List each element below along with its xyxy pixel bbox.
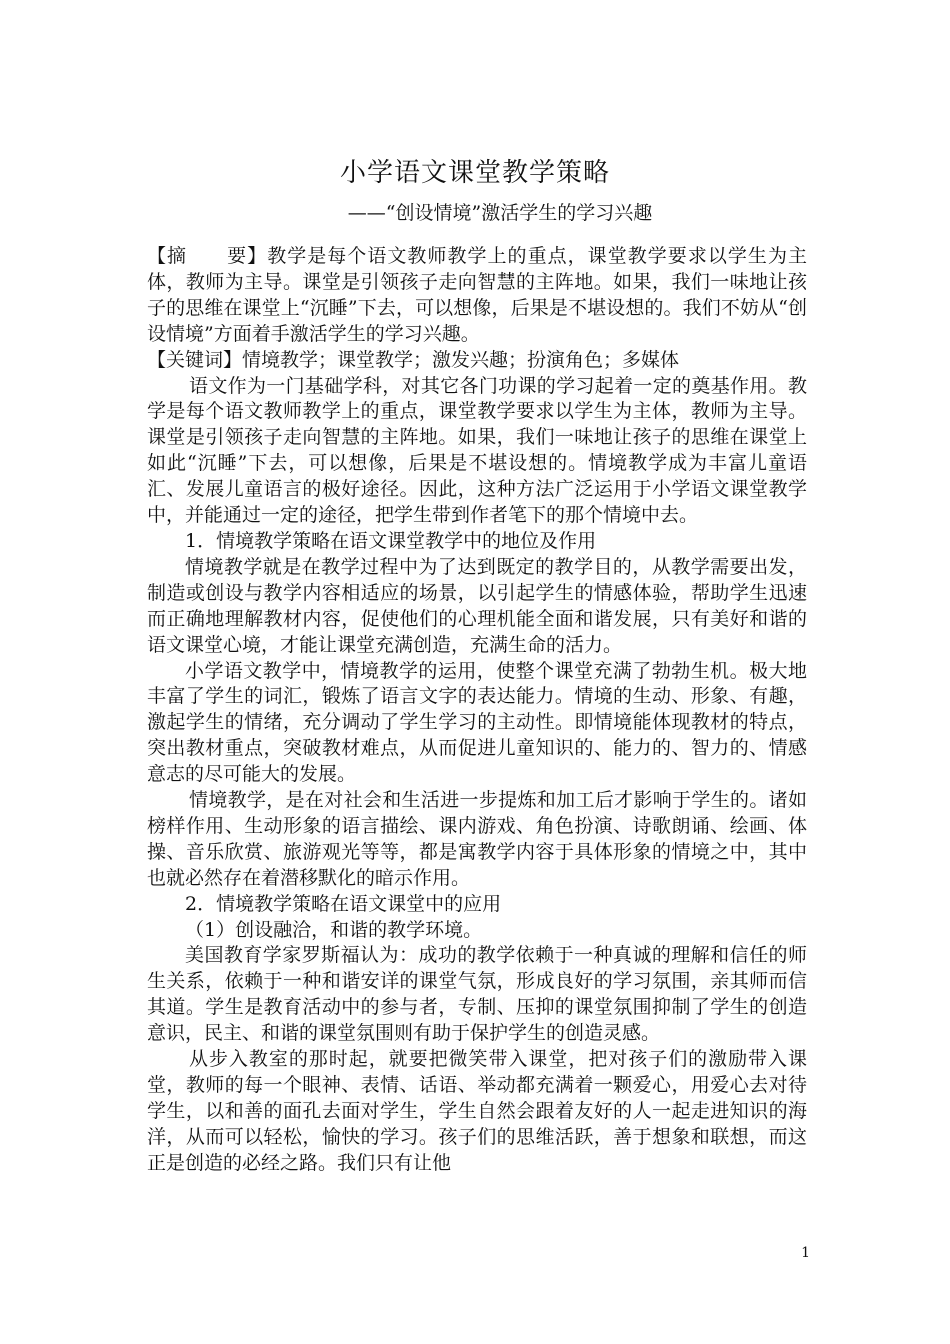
keywords-label: 【关键词】	[147, 348, 243, 371]
keywords-text: 情境教学；课堂教学；激发兴趣；扮演角色；多媒体	[242, 348, 680, 371]
body-paragraph: 从步入教室的那时起，就要把微笑带入课堂，把对孩子们的激励带入课堂，教师的每一个眼神、表情、话语、举动都充满着一颗爱心，用爱心去对待学生，以和善的面孔去面对学生，学生自然会跟着友好的人一起走进知识的海洋，从而可以轻松，愉快的学习。孩子们的思维活跃，善于想象和联想，而这正是创造的必经之路。我们只有让他	[147, 1048, 807, 1174]
body-paragraph: 语文作为一门基础学科，对其它各门功课的学习起着一定的奠基作用。教学是每个语文教师教学上的重点，课堂教学要求以学生为主体，教师为主导。课堂是引领孩子走向智慧的主阵地。如果，我们一味地让孩子的思维在课堂上如此“沉睡”下去，可以想像，后果是不堪设想的。情境教学成为丰富儿童语汇、发展儿童语言的极好途径。因此，这种方法广泛运用于小学语文课堂教学中，并能通过一定的途径，把学生带到作者笔下的那个情境中去。	[147, 374, 807, 527]
keywords-paragraph	[147, 348, 807, 374]
document-subtitle: ——“创设情境”激活学生的学习兴趣	[347, 202, 653, 224]
page-number: 1	[801, 1245, 810, 1261]
subsection-heading: （1）创设融洽，和谐的教学环境。	[185, 918, 483, 941]
abstract-label: 【摘 要】	[147, 245, 268, 267]
body-paragraph: 情境教学就是在教学过程中为了达到既定的教学目的，从教学需要出发，制造或创设与教学内容相适应的场景，以引起学生的情感体验，帮助学生迅速而正确地理解教材内容，促使他们的心理机能全面和谐发展，只有美好和谐的语文课堂心境，才能让课堂充满创造，充满生命的活力。	[147, 555, 807, 656]
abstract-text: 教学是每个语文教师教学上的重点，课堂教学要求以学生为主体，教师为主导。课堂是引领孩子走向智慧的主阵地。如果，我们一味地让孩子的思维在课堂上“沉睡”下去，可以想像，后果是不堪设想的。我们不妨从“创设情境”方面着手激活学生的学习兴趣。	[147, 245, 807, 345]
body-paragraph: 小学语文教学中，情境教学的运用，使整个课堂充满了勃勃生机。极大地丰富了学生的词汇，锻炼了语言文字的表达能力。情境的生动、形象、有趣，激起学生的情绪，充分调动了学生学习的主动性。即情境能体现教材的特点，突出教材重点，突破教材难点，从而促进儿童知识的、能力的、智力的、情感意志的尽可能大的发展。	[147, 659, 807, 786]
section-heading: 1．情境教学策略在语文课堂教学中的地位及作用	[185, 529, 597, 552]
document-body	[147, 244, 807, 1177]
section-heading: 2．情境教学策略在语文课堂中的应用	[185, 892, 502, 915]
document-title: 小学语文课堂教学策略	[339, 158, 610, 188]
body-paragraph: 美国教育学家罗斯福认为：成功的教学依赖于一种真诚的理解和信任的师生关系，依赖于一种和谐安详的课堂气氛，形成良好的学习氛围，亲其师而信其道。学生是教育活动中的参与者，专制、压抑的课堂氛围抑制了学生的创造意识，民主、和谐的课堂氛围则有助于保护学生的创造灵感。	[147, 944, 807, 1045]
body-paragraph: 情境教学，是在对社会和生活进一步提炼和加工后才影响于学生的。诸如榜样作用、生动形象的语言描绘、课内游戏、角色扮演、诗歌朗诵、绘画、体操、音乐欣赏、旅游观光等等，都是寓教学内容于具体形象的情境之中，其中也就必然存在着潜移默化的暗示作用。	[147, 789, 807, 889]
abstract-paragraph	[147, 244, 807, 348]
